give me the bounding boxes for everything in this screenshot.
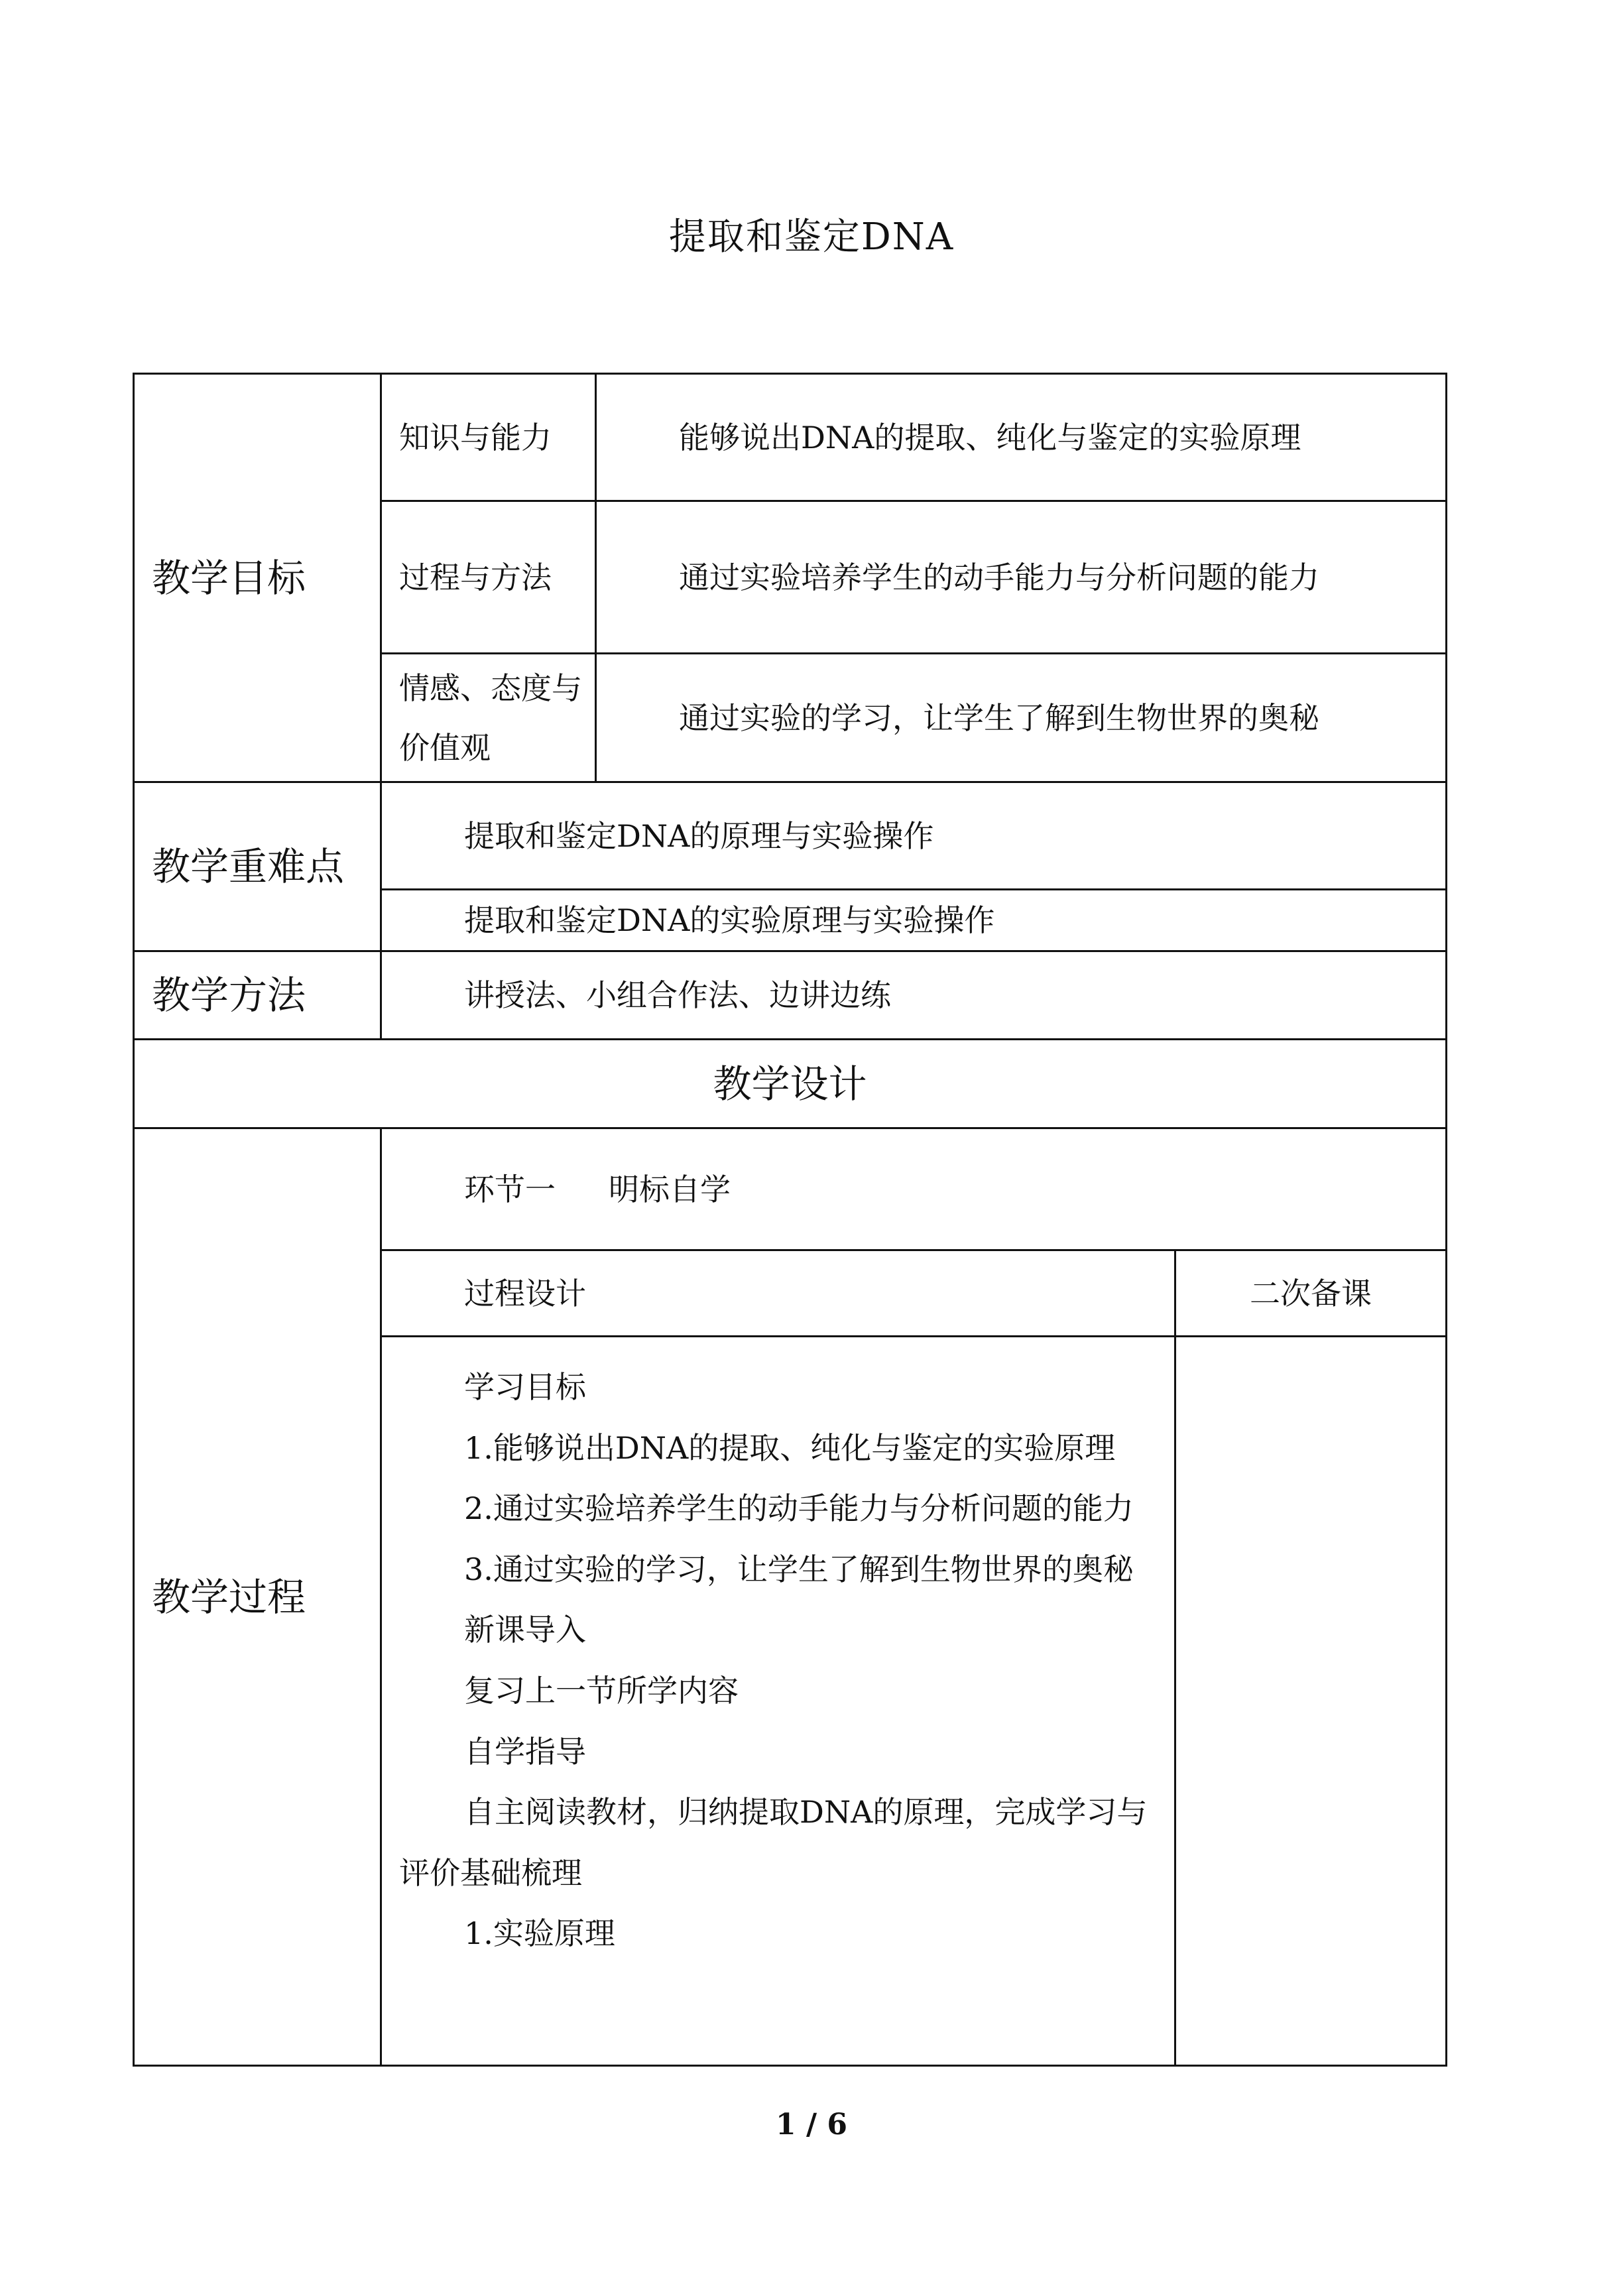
objective-label-line: 价值观 [399, 729, 491, 766]
column-second-prep: 二次备课 [1175, 1250, 1447, 1337]
key-point-item: 提取和鉴定DNA的原理与实验操作 [381, 782, 1447, 890]
methods-row [134, 951, 1447, 1040]
stage-title: 明标自学 [609, 1171, 731, 1207]
methods-content: 讲授法、小组合作法、边讲边练 [381, 951, 1447, 1040]
objective-label-process [381, 501, 596, 654]
objective-label-line: 过程与方法 [399, 559, 552, 595]
key-point-item: 提取和鉴定DNA的实验原理与实验操作 [381, 890, 1447, 951]
objective-label-line: 知识与能力 [399, 419, 552, 455]
stage-heading [381, 1128, 1447, 1250]
objective-row-knowledge [134, 374, 1447, 501]
paragraph-goal-1: 1.能够说出DNA的提取、纯化与鉴定的实验原理 [464, 1429, 1116, 1466]
paragraph-review: 复习上一节所学内容 [464, 1672, 739, 1709]
process-label: 教学过程 [134, 1128, 381, 2066]
process-stage-row [134, 1128, 1447, 1250]
methods-label: 教学方法 [134, 951, 381, 1040]
objective-label-emotion [381, 654, 596, 782]
column-process-design: 过程设计 [381, 1250, 1175, 1337]
paragraph-goal-2: 2.通过实验培养学生的动手能力与分析问题的能力 [464, 1490, 1134, 1527]
design-header: 教学设计 [134, 1040, 1447, 1128]
objective-content-knowledge: 能够说出DNA的提取、纯化与鉴定的实验原理 [596, 374, 1447, 501]
objective-content-process: 通过实验培养学生的动手能力与分析问题的能力 [596, 501, 1447, 654]
key-points-label: 教学重难点 [134, 782, 381, 951]
paragraph-experiment-principle: 1.实验原理 [464, 1915, 615, 1952]
paragraph-self-reading: 自主阅读教材，归纳提取DNA的原理，完成学习与评价基础梳理 [399, 1794, 1148, 1891]
document-title: 提取和鉴定DNA [668, 215, 955, 259]
process-design-content [381, 1337, 1175, 2066]
paragraph-goal-3: 3.通过实验的学习，让学生了解到生物世界的奥秘 [464, 1551, 1134, 1587]
page-number: 1 / 6 [776, 2108, 847, 2142]
key-point-row [134, 782, 1447, 890]
second-prep-content [1175, 1337, 1447, 2066]
objectives-label: 教学目标 [134, 374, 381, 782]
lesson-plan-table [133, 373, 1447, 2067]
design-row [134, 1040, 1447, 1128]
objective-label-line: 情感、态度与 [399, 670, 582, 706]
paragraph-self-study-guide: 自学指导 [464, 1733, 586, 1770]
objective-content-emotion: 通过实验的学习，让学生了解到生物世界的奥秘 [596, 654, 1447, 782]
paragraph-new-lesson-intro: 新课导入 [464, 1612, 586, 1648]
paragraph-learning-goals: 学习目标 [464, 1369, 586, 1405]
stage-name: 环节一 [464, 1171, 556, 1207]
objective-label-knowledge [381, 374, 596, 501]
